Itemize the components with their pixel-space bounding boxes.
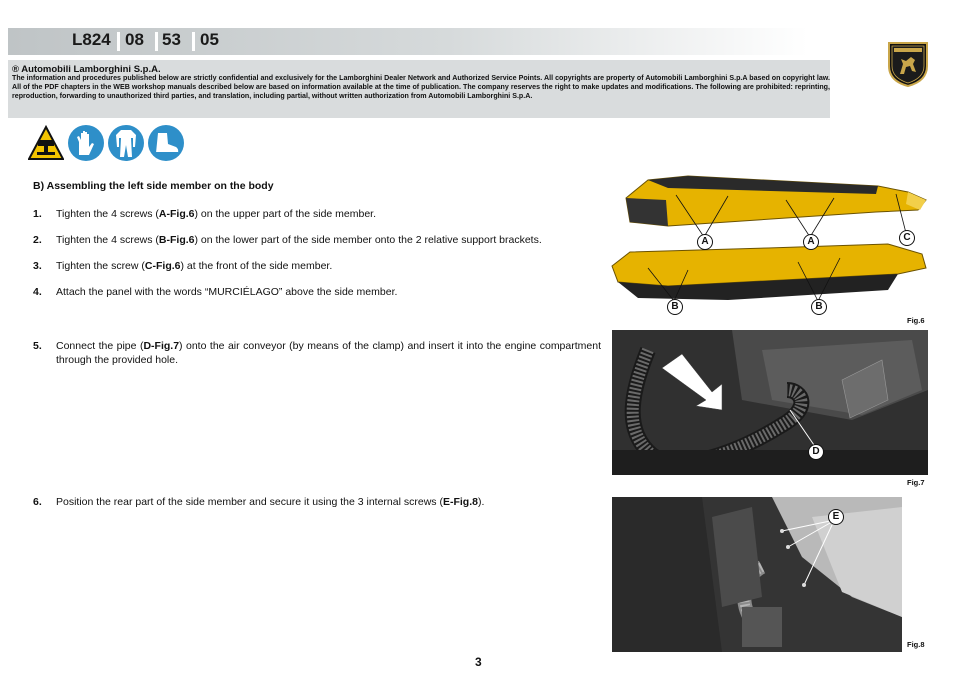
figure-8-caption: Fig.8 bbox=[907, 640, 925, 649]
overalls-icon bbox=[108, 125, 144, 161]
step-6 bbox=[33, 495, 593, 509]
step-2 bbox=[33, 233, 578, 247]
step-number: 3. bbox=[33, 260, 42, 272]
code-separator bbox=[117, 32, 120, 51]
callout-e: E bbox=[828, 509, 844, 525]
figure-reference: B-Fig.6 bbox=[158, 234, 195, 246]
code-sheet: 05 bbox=[200, 30, 219, 49]
code-separator bbox=[192, 32, 195, 51]
section-title: B) Assembling the left side member on the body bbox=[33, 180, 274, 192]
step-text: Attach the panel with the words “MURCIÉLAGO” above the side member. bbox=[56, 286, 398, 298]
step-4 bbox=[33, 285, 578, 299]
code-separator bbox=[155, 32, 158, 51]
step-1 bbox=[33, 207, 578, 221]
figure-8-rear-screws bbox=[612, 497, 902, 652]
figure-7-caption: Fig.7 bbox=[907, 478, 925, 487]
figure-reference: D-Fig.7 bbox=[143, 340, 180, 352]
gloves-icon bbox=[68, 125, 104, 161]
hand-crush-warning-icon bbox=[28, 125, 64, 161]
step-number: 1. bbox=[33, 208, 42, 220]
document-code-bar bbox=[8, 28, 808, 55]
step-5 bbox=[33, 339, 603, 369]
step-text: Connect the pipe (D-Fig.7) onto the air conveyor (by means of the clamp) and insert it into the engine compartment through the provided hole. bbox=[56, 340, 601, 366]
notice-title: ® Automobili Lamborghini S.p.A. bbox=[12, 64, 161, 75]
step-number: 4. bbox=[33, 286, 42, 298]
figure-reference: C-Fig.6 bbox=[144, 260, 181, 272]
figure-reference: E-Fig.8 bbox=[442, 496, 478, 508]
callout-a: A bbox=[697, 234, 713, 250]
figure-6-caption: Fig.6 bbox=[907, 316, 925, 325]
callout-a: A bbox=[803, 234, 819, 250]
callout-d: D bbox=[808, 444, 824, 460]
code-subgroup: 53 bbox=[162, 30, 181, 49]
step-number: 5. bbox=[33, 340, 42, 352]
step-text: Tighten the 4 screws (B-Fig.6) on the lower part of the side member onto the 2 relative support brackets. bbox=[56, 234, 542, 246]
step-number: 6. bbox=[33, 496, 42, 508]
callout-b: B bbox=[811, 299, 827, 315]
page-number: 3 bbox=[475, 655, 482, 669]
safety-shoes-icon bbox=[148, 125, 184, 161]
step-text: Position the rear part of the side member and secure it using the 3 internal screws (E-Fig.8). bbox=[56, 496, 485, 508]
step-text: Tighten the 4 screws (A-Fig.6) on the upper part of the side member. bbox=[56, 208, 377, 220]
figure-7-air-pipe bbox=[612, 330, 928, 475]
lamborghini-logo bbox=[886, 40, 930, 88]
step-number: 2. bbox=[33, 234, 42, 246]
callout-b: B bbox=[667, 299, 683, 315]
callout-c: C bbox=[899, 230, 915, 246]
figure-reference: A-Fig.6 bbox=[158, 208, 195, 220]
safety-icons bbox=[28, 125, 184, 161]
code-model: L824 bbox=[72, 30, 111, 49]
code-group: 08 bbox=[125, 30, 144, 49]
step-text: Tighten the screw (C-Fig.6) at the front of the side member. bbox=[56, 260, 333, 272]
figure-6-side-member bbox=[608, 170, 930, 315]
notice-body: The information and procedures published below are strictly confidential and exclusively for the Lamborghini Dealer Network and Authorized Service Points. All copyrights are property of Automobili Lamborghini S.p.A based on copyright law. All of the PDF chapters in the WEB workshop manuals described below are based on information available at the time of publication. The company reserves the right to make updates and modifications. The following are prohibited: reprinting, reproduction, forwarding to unauthorized third parties, and translation, including partial, without written authorization from Automobili Lamborghini S.p.A. bbox=[12, 74, 830, 100]
step-3 bbox=[33, 259, 578, 273]
